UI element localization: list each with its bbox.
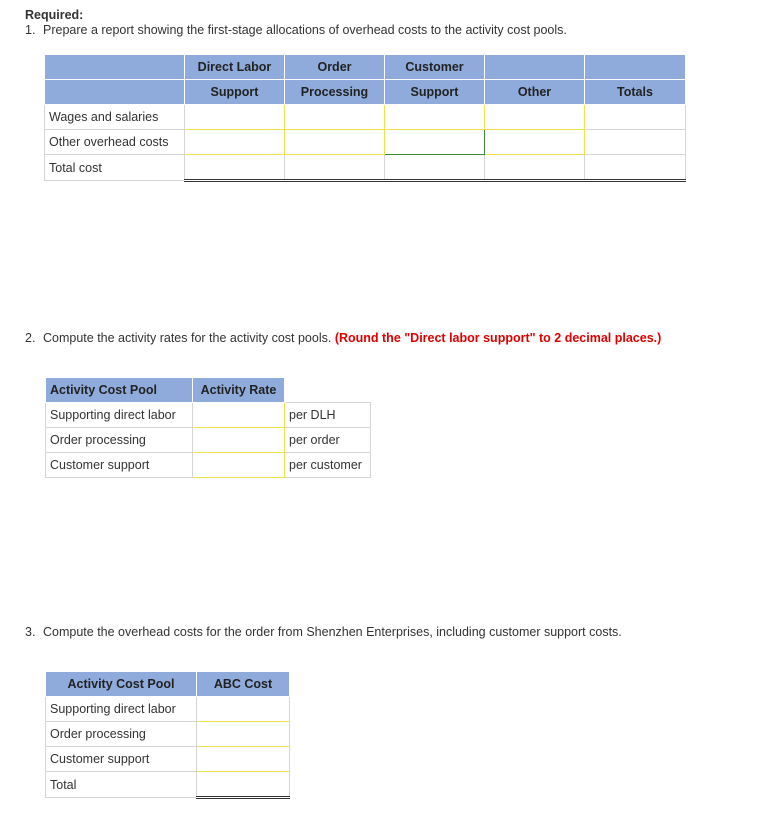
question-1 [25, 23, 567, 38]
rate-order-processing-input[interactable] [193, 428, 285, 453]
table-header-row [46, 672, 290, 697]
total-cost-direct-labor-cell [185, 155, 285, 181]
unit-per-dlh: per DLH [285, 403, 371, 428]
header-other: Other [485, 80, 585, 105]
header-blank [285, 378, 371, 403]
question-2 [25, 331, 665, 346]
pool-customer-support: Customer support [46, 453, 193, 478]
table-row [46, 772, 290, 798]
table-row [46, 428, 371, 453]
header-blank [45, 55, 185, 80]
first-stage-allocation-table [44, 54, 686, 182]
header-activity-cost-pool: Activity Cost Pool [46, 378, 193, 403]
other-overhead-direct-labor-input[interactable] [185, 130, 285, 155]
row-label-wages: Wages and salaries [45, 105, 185, 130]
question-1-text: Prepare a report showing the first-stage allocations of overhead costs to the activity cost pools. [43, 23, 567, 37]
header-blank [45, 80, 185, 105]
header-abc-cost: ABC Cost [197, 672, 290, 697]
header-customer-support: Support [385, 80, 485, 105]
question-3 [25, 625, 650, 640]
wages-customer-support-input[interactable] [385, 105, 485, 130]
table-row [46, 722, 290, 747]
pool-supporting-direct-labor: Supporting direct labor [46, 403, 193, 428]
abc-customer-support-input[interactable] [197, 747, 290, 772]
table-header-row-1 [45, 55, 686, 80]
table-row [46, 403, 371, 428]
table-header-row [46, 378, 371, 403]
rate-supporting-direct-labor-input[interactable] [193, 403, 285, 428]
table-header-row-2 [45, 80, 686, 105]
total-cost-other-cell [485, 155, 585, 181]
header-customer: Customer [385, 55, 485, 80]
pool-order-processing: Order processing [46, 428, 193, 453]
wages-other-input[interactable] [485, 105, 585, 130]
unit-per-order: per order [285, 428, 371, 453]
header-support: Support [185, 80, 285, 105]
header-blank [485, 55, 585, 80]
abc-cost-table [45, 671, 290, 799]
total-cost-totals-cell [585, 155, 686, 181]
question-1-number: 1. [25, 23, 36, 37]
table-row [45, 105, 686, 130]
header-activity-cost-pool: Activity Cost Pool [46, 672, 197, 697]
header-blank [585, 55, 686, 80]
question-2-text: Compute the activity rates for the activity cost pools. [43, 331, 332, 345]
question-2-rounding-note: (Round the "Direct labor support" to 2 decimal places.) [334, 331, 662, 345]
header-direct-labor: Direct Labor [185, 55, 285, 80]
abc-order-processing-input[interactable] [197, 722, 290, 747]
rate-customer-support-input[interactable] [193, 453, 285, 478]
other-overhead-total-cell [585, 130, 686, 155]
pool-order-processing: Order processing [46, 722, 197, 747]
wages-order-processing-input[interactable] [285, 105, 385, 130]
activity-rate-table [45, 377, 371, 478]
abc-supporting-direct-labor-input[interactable] [197, 697, 290, 722]
abc-total-cell [197, 772, 290, 798]
table-row [45, 130, 686, 155]
other-overhead-other-input[interactable] [485, 130, 585, 155]
table-row [45, 155, 686, 181]
row-label-total-cost: Total cost [45, 155, 185, 181]
question-3-text: Compute the overhead costs for the order from Shenzhen Enterprises, including customer support costs. [43, 625, 622, 639]
pool-supporting-direct-labor: Supporting direct labor [46, 697, 197, 722]
question-2-number: 2. [25, 331, 36, 345]
header-totals: Totals [585, 80, 686, 105]
table-row [46, 453, 371, 478]
other-overhead-order-processing-input[interactable] [285, 130, 385, 155]
other-overhead-customer-support-input[interactable] [385, 130, 485, 155]
header-processing: Processing [285, 80, 385, 105]
table-row [46, 747, 290, 772]
table-row [46, 697, 290, 722]
question-3-number: 3. [25, 625, 36, 639]
total-cost-customer-support-cell [385, 155, 485, 181]
header-activity-rate: Activity Rate [193, 378, 285, 403]
row-label-total: Total [46, 772, 197, 798]
unit-per-customer: per customer [285, 453, 371, 478]
required-heading: Required: [25, 8, 84, 22]
wages-total-cell [585, 105, 686, 130]
wages-direct-labor-input[interactable] [185, 105, 285, 130]
header-order: Order [285, 55, 385, 80]
total-cost-order-processing-cell [285, 155, 385, 181]
row-label-other-overhead: Other overhead costs [45, 130, 185, 155]
pool-customer-support: Customer support [46, 747, 197, 772]
